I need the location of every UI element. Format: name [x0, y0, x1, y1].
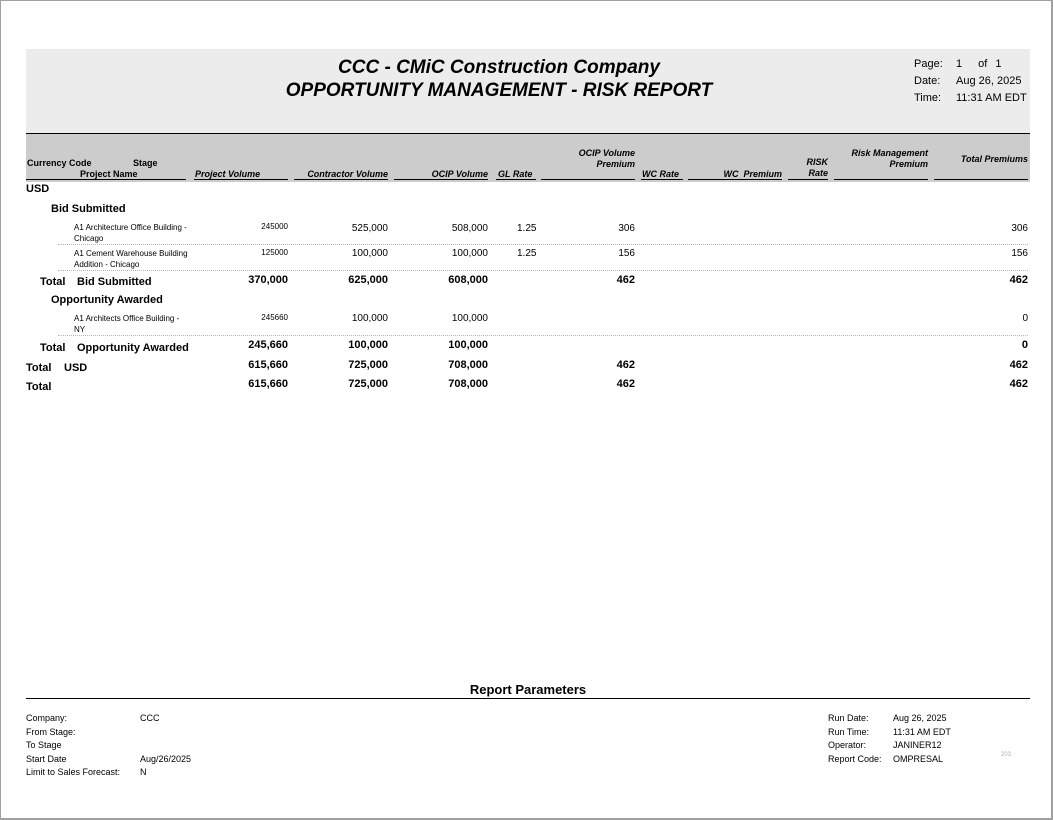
ocip-volume-premium: 462: [616, 378, 635, 390]
currency-code: USD: [26, 183, 50, 195]
param-label-from-stage: From Stage:: [26, 726, 76, 737]
contractor-volume: 525,000: [351, 223, 388, 234]
underline: [541, 179, 635, 180]
contractor-volume: 100,000: [348, 339, 388, 351]
contractor-volume: 625,000: [348, 274, 388, 286]
col-ocip-volume-premium-line1: OCIP Volume: [578, 148, 635, 158]
project-volume: 245000: [261, 222, 288, 231]
stage-heading: Bid Submitted: [51, 203, 126, 215]
underline: [194, 179, 288, 180]
ocip-volume: 100,000: [451, 248, 488, 259]
underline: [294, 179, 388, 180]
time-value: 11:31 AM EDT: [956, 92, 1027, 104]
project-volume: 370,000: [248, 274, 288, 286]
param-value-from-stage: [140, 726, 191, 740]
col-risk-rate-line2: Rate: [808, 168, 828, 178]
company-title: CCC - CMiC Construction Company: [338, 57, 660, 78]
project-volume: 245660: [261, 313, 288, 322]
ocip-volume: 100,000: [451, 313, 488, 324]
col-risk-mgmt-line1: Risk Management: [851, 148, 928, 158]
total-premiums: 462: [1009, 274, 1028, 286]
ocip-volume: 708,000: [448, 378, 488, 390]
report-title: OPPORTUNITY MANAGEMENT - RISK REPORT: [285, 80, 713, 101]
param-label-report-code: Report Code:: [828, 753, 882, 764]
ocip-volume: 608,000: [448, 274, 488, 286]
param-label-operator: Operator:: [828, 740, 867, 750]
params-left-values: [140, 712, 191, 780]
param-label-limit-forecast: Limit to Sales Forecast:: [26, 767, 121, 777]
ocip-volume-premium: 306: [618, 223, 635, 234]
date-value: Aug 26, 2025: [956, 75, 1022, 87]
project-name: A1 Architecture Office Building - Chicago: [74, 223, 187, 243]
total-currency: USD: [64, 362, 88, 374]
param-value-run-date: Aug 26, 2025: [893, 713, 947, 723]
total-label: Total: [26, 362, 52, 374]
page-label: Page:: [914, 58, 943, 70]
params-divider: [26, 698, 1030, 699]
param-label-to-stage: To Stage: [26, 740, 62, 750]
project-volume: 125000: [261, 248, 288, 257]
col-ocip-volume: OCIP Volume: [431, 169, 488, 179]
report-header: [26, 49, 1030, 133]
ocip-volume-premium: 462: [616, 274, 635, 286]
params-right-values: [893, 712, 951, 766]
param-label-company: Company:: [26, 713, 68, 723]
col-risk-rate: [788, 157, 828, 179]
gl-rate: 1.25: [517, 223, 537, 234]
total-premiums: 462: [1009, 378, 1028, 390]
contractor-volume: 100,000: [351, 313, 388, 324]
param-value-report-code: OMPRESAL: [893, 753, 944, 764]
col-ocip-volume-premium: [541, 148, 635, 170]
param-value-run-time: 11:31 AM EDT: [893, 726, 951, 737]
params-right-labels: [828, 712, 882, 766]
gl-rate: 1.25: [517, 248, 537, 259]
underline: [26, 179, 186, 180]
total-premiums: 462: [1009, 359, 1028, 371]
col-risk-management-premium: [834, 148, 928, 170]
col-gl-rate: GL Rate: [498, 169, 533, 179]
col-risk-mgmt-line2: Premium: [889, 159, 928, 169]
underline: [834, 179, 928, 180]
col-stage: Stage: [133, 158, 158, 168]
param-label-start-date: Start Date: [26, 753, 67, 764]
col-total-premiums: Total Premiums: [960, 154, 1028, 164]
col-risk-rate-line1: RISK: [806, 157, 828, 167]
col-currency-code: Currency Code: [27, 158, 92, 168]
row-divider: [58, 244, 1028, 245]
param-value-to-stage: [140, 739, 191, 753]
footer-code: 203: [1001, 752, 1012, 758]
total-label: Total: [40, 342, 66, 354]
ocip-volume-premium: 462: [616, 359, 635, 371]
page-of: of: [978, 58, 988, 70]
page-current: 1: [956, 58, 963, 70]
contractor-volume: 725,000: [348, 378, 388, 390]
page-total: 1: [995, 58, 1002, 70]
project-volume: 615,660: [248, 378, 288, 390]
total-premiums: 0: [1021, 339, 1028, 351]
stage-heading: Opportunity Awarded: [51, 294, 163, 306]
col-wc-premium: WC Premium: [723, 169, 782, 179]
underline: [496, 179, 536, 180]
underline: [934, 179, 1028, 180]
date-label: Date:: [914, 75, 941, 87]
total-premiums: 156: [1011, 248, 1028, 259]
ocip-volume: 100,000: [448, 339, 488, 351]
project-name: A1 Architects Office Building - NY: [74, 314, 180, 334]
total-stage: Bid Submitted: [77, 276, 152, 288]
column-headers: [26, 133, 1030, 182]
project-volume: 245,660: [248, 339, 288, 351]
ocip-volume: 508,000: [451, 223, 488, 234]
contractor-volume: 100,000: [351, 248, 388, 259]
col-ocip-volume-premium-line2: Premium: [596, 159, 635, 169]
total-stage: Opportunity Awarded: [77, 342, 189, 354]
col-contractor-volume: Contractor Volume: [307, 169, 388, 179]
param-label-run-time: Run Time:: [828, 726, 870, 737]
time-label: Time:: [914, 92, 942, 104]
total-label: Total: [26, 381, 52, 393]
row-divider: [58, 270, 1028, 271]
underline: [788, 179, 828, 180]
project-volume: 615,660: [248, 359, 288, 371]
project-name: A1 Cement Warehouse Building Addition - Chicago: [74, 249, 188, 269]
param-value-operator: JANINER12: [893, 740, 942, 750]
col-wc-rate: WC Rate: [642, 169, 680, 179]
ocip-volume-premium: 156: [618, 248, 635, 259]
param-value-company: CCC: [140, 713, 160, 723]
report-parameters-title: Report Parameters: [469, 682, 587, 697]
param-value-limit-forecast: N: [140, 767, 147, 777]
param-label-run-date: Run Date:: [828, 713, 869, 723]
underline: [394, 179, 488, 180]
contractor-volume: 725,000: [348, 359, 388, 371]
report-meta: [914, 56, 1027, 107]
ocip-volume: 708,000: [448, 359, 488, 371]
underline: [641, 179, 683, 180]
total-premiums: 306: [1011, 223, 1028, 234]
params-left-labels: [26, 712, 120, 780]
total-premiums: 0: [1022, 313, 1028, 324]
row-divider: [58, 335, 1028, 336]
param-value-start-date: Aug/26/2025: [140, 753, 192, 764]
col-project-volume: Project Volume: [195, 169, 261, 179]
total-label: Total: [40, 276, 66, 288]
underline: [688, 179, 782, 180]
col-project-name: Project Name: [80, 169, 138, 179]
